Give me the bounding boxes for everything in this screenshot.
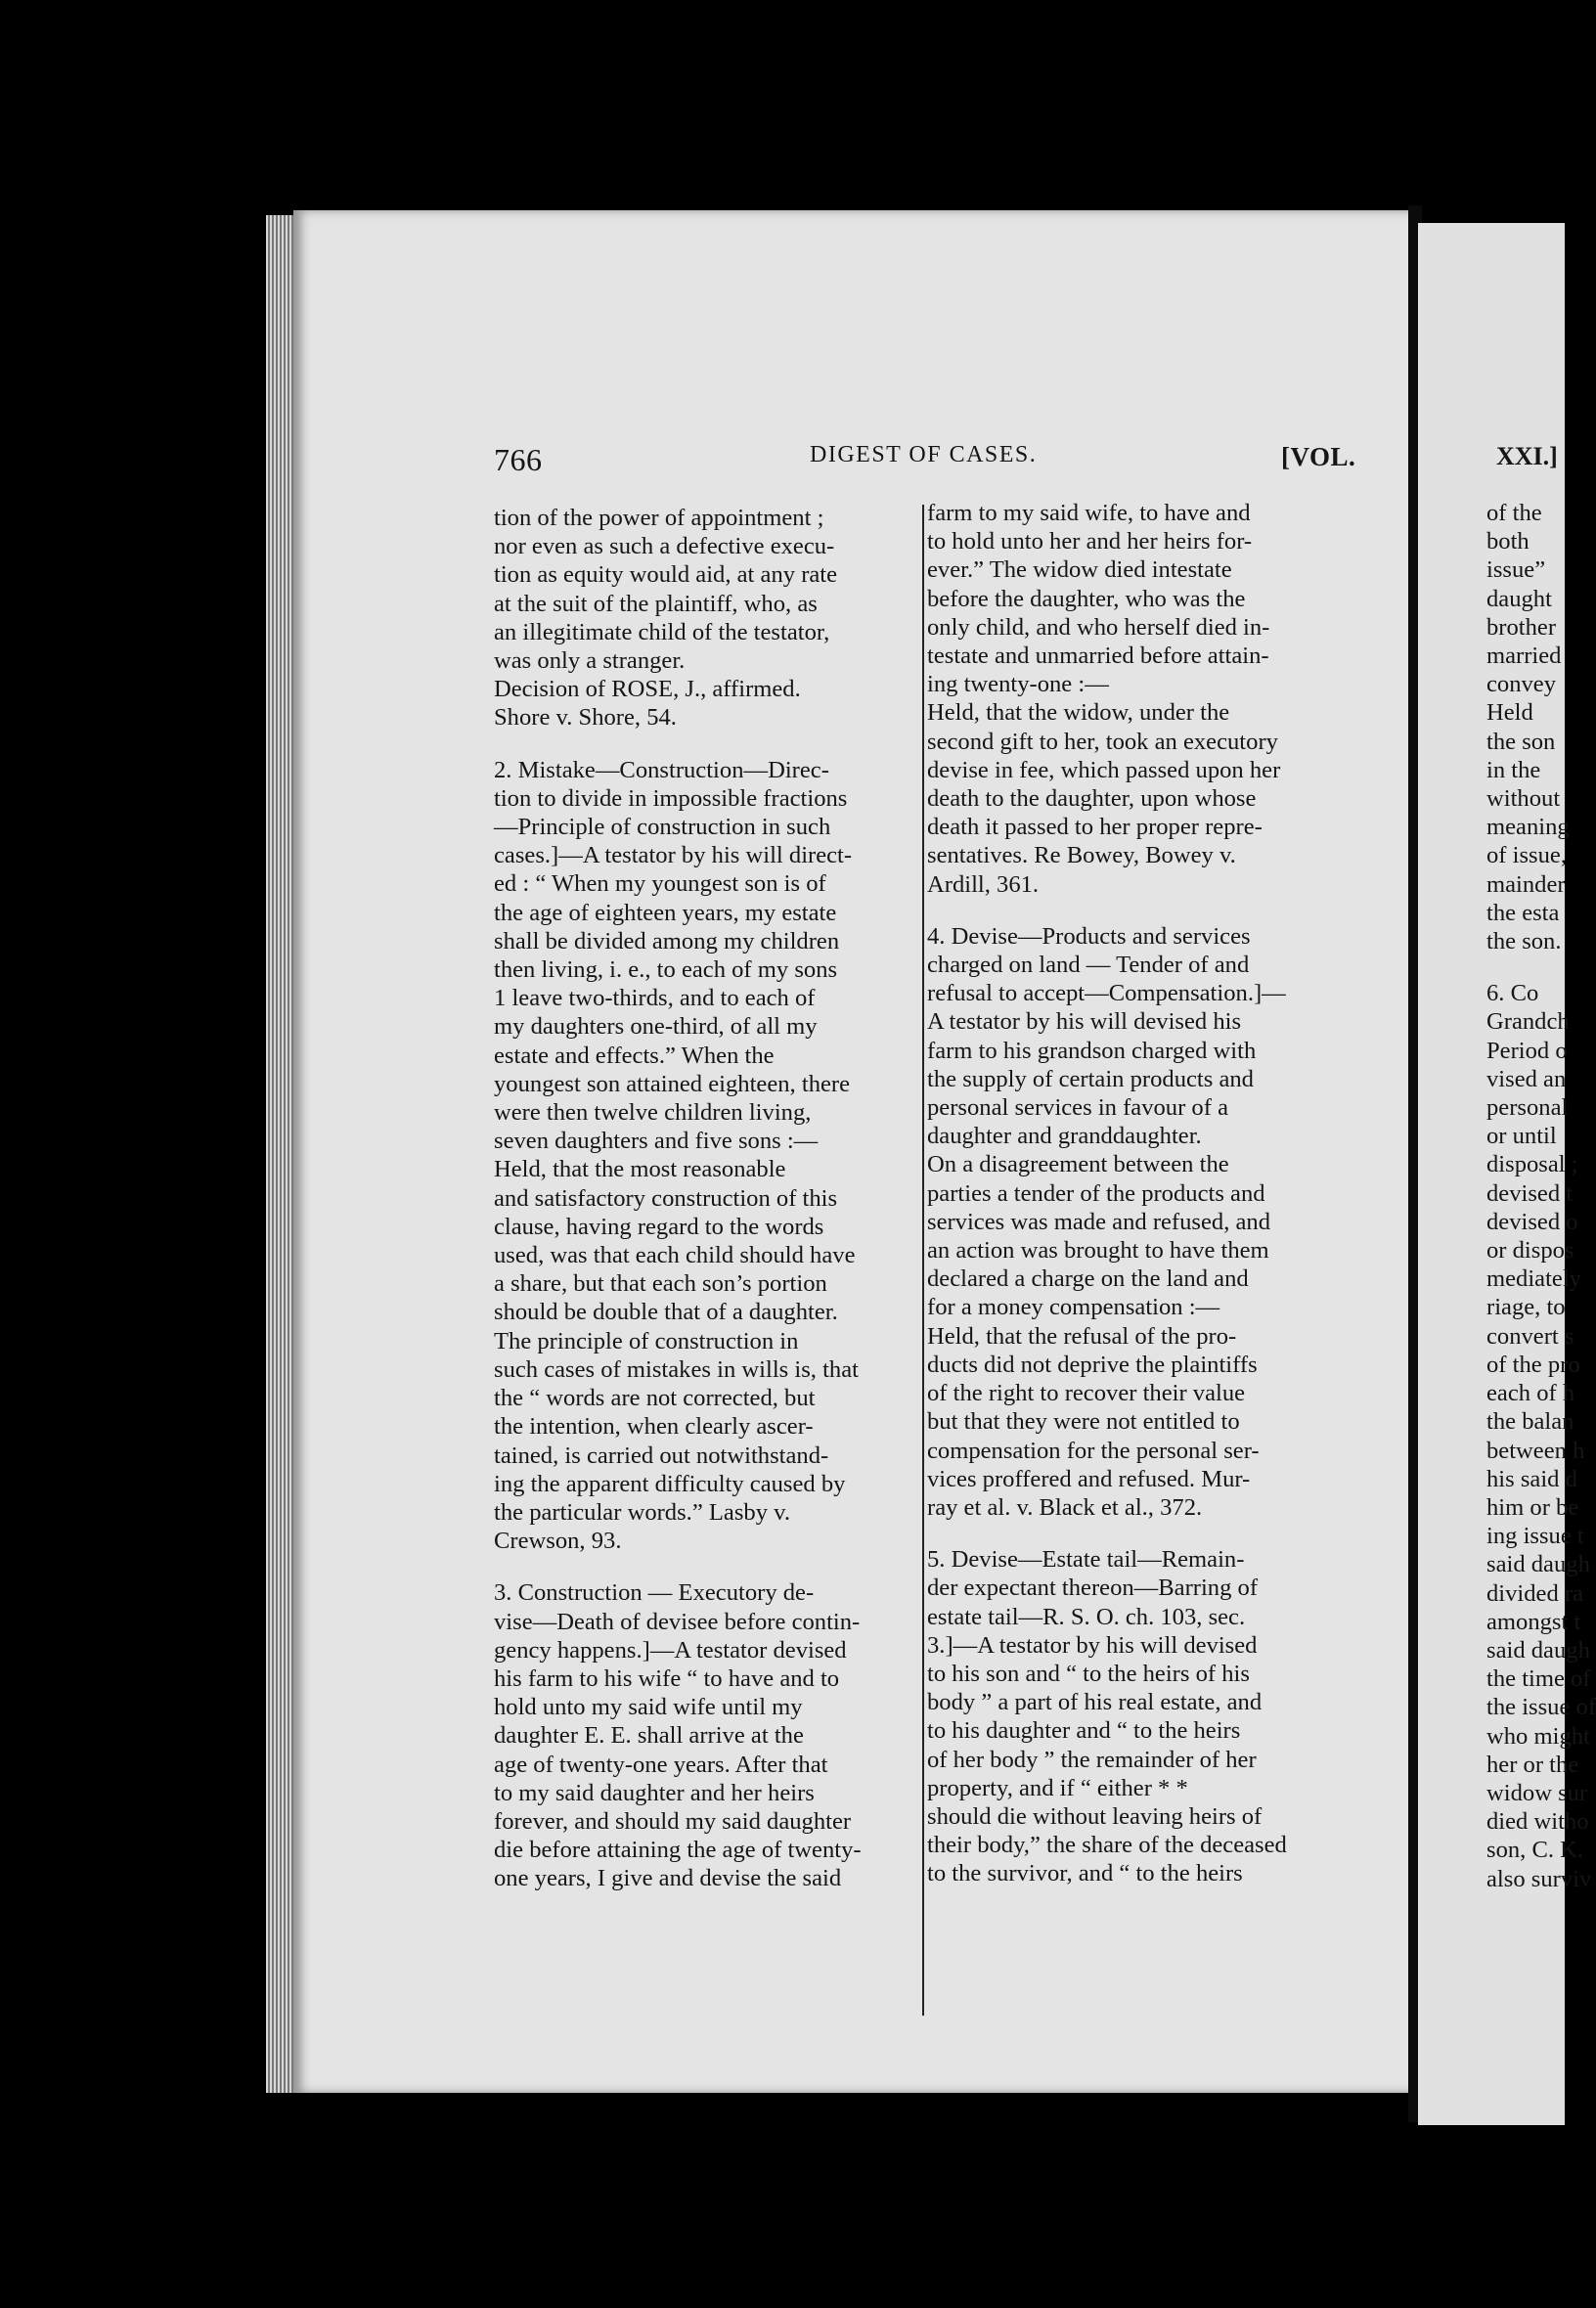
text-line: Ardill, 361. [927, 870, 1040, 898]
text-line: death to the daughter, upon whose [927, 785, 1257, 813]
text-line: On a disagreement between the [927, 1151, 1229, 1178]
text-line: only child, and who herself died in- [927, 613, 1270, 641]
text-line: were then twelve children living, [494, 1099, 812, 1127]
text-line: Crewson, 93. [494, 1528, 622, 1555]
text-line [494, 732, 924, 756]
text-line: their body,” the share of the deceased [927, 1832, 1287, 1859]
text-line: the issue of [1486, 1694, 1596, 1721]
text-line: nor even as such a defective execu- [494, 533, 835, 560]
text-line: shall be divided among my children [494, 927, 840, 954]
text-line: charged on land — Tender of and [927, 952, 1250, 979]
text-line: such cases of mistakes in wills is, that [494, 1355, 859, 1383]
text-line: die before attaining the age of twenty- [494, 1837, 862, 1864]
text-line: seven daughters and five sons :— [494, 1128, 819, 1155]
text-line: her or the [1486, 1751, 1579, 1778]
text-line: an action was brought to have them [927, 1237, 1269, 1265]
text-line: tion as equity would aid, at any rate [494, 561, 838, 589]
text-line: 3. Construction — Executory de- [494, 1579, 815, 1607]
text-line: The principle of construction in [494, 1327, 799, 1354]
text-line: the supply of certain products and [927, 1065, 1254, 1092]
text-line: the intention, when clearly ascer- [494, 1413, 814, 1441]
text-line: 4. Devise—Products and services [927, 922, 1251, 950]
text-line: of issue, [1486, 842, 1567, 869]
text-line: to hold unto her and her heirs for- [927, 528, 1253, 555]
text-line: and satisfactory construction of this [494, 1184, 838, 1212]
text-line: said daugh [1486, 1551, 1590, 1578]
text-line: a share, but that each son’s portion [494, 1270, 827, 1298]
text-line: ing issue t [1486, 1523, 1584, 1550]
facing-volume-marker: XXI.] [1496, 442, 1558, 470]
text-column-left [494, 504, 924, 1893]
text-line: or until [1486, 1123, 1557, 1150]
text-line: the time of [1486, 1665, 1591, 1693]
text-line: forever, and should my said daughter [494, 1807, 852, 1835]
text-line: personal [1486, 1094, 1569, 1122]
text-line: 5. Devise—Estate tail—Remain- [927, 1546, 1245, 1574]
facing-page-text [1486, 499, 1594, 1893]
text-line: in the [1486, 756, 1541, 783]
text-line: der expectant thereon—Barring of [927, 1575, 1259, 1602]
text-line: said daugh [1486, 1636, 1590, 1664]
text-line: issue” [1486, 556, 1546, 584]
text-line: one years, I give and devise the said [494, 1865, 842, 1892]
text-line: the age of eighteen years, my estate [494, 899, 837, 926]
text-line: convert s [1486, 1322, 1574, 1350]
text-line: to his son and “ to the heirs of his [927, 1660, 1250, 1687]
text-column-right [927, 499, 1359, 1888]
text-line: without [1486, 785, 1561, 813]
text-line: estate and effects.” When the [494, 1042, 775, 1069]
text-line: the particular words.” Lasby v. [494, 1498, 790, 1526]
text-line: his farm to his wife “ to have and to [494, 1664, 840, 1692]
text-line: ray et al. v. Black et al., 372. [927, 1493, 1203, 1521]
text-line: between h [1486, 1437, 1585, 1464]
text-line: him or be [1486, 1493, 1579, 1521]
text-line: of the right to recover their value [927, 1380, 1246, 1407]
text-line: used, was that each child should have [494, 1242, 856, 1269]
text-line: his said d [1486, 1465, 1577, 1492]
text-line: devised o [1486, 1208, 1578, 1235]
text-line: Held, that the refusal of the pro- [927, 1322, 1237, 1350]
text-line: age of twenty-one years. After that [494, 1751, 828, 1778]
text-line: devised t [1486, 1179, 1574, 1207]
text-line: should be double that of a daughter. [494, 1299, 838, 1326]
text-line: vise—Death of devisee before contin- [494, 1608, 861, 1635]
text-line: Grandch [1486, 1008, 1570, 1036]
text-line: who might [1486, 1722, 1590, 1750]
text-line: died witho [1486, 1808, 1589, 1836]
text-line: to his daughter and “ to the heirs [927, 1717, 1241, 1745]
text-line: at the suit of the plaintiff, who, as [494, 590, 818, 617]
text-line: farm to my said wife, to have and [927, 500, 1251, 526]
text-line: an illegitimate child of the testator, [494, 618, 830, 645]
text-line: tion to divide in impossible fractions [494, 784, 848, 812]
text-line: sentatives. Re Bowey, Bowey v. [927, 842, 1236, 869]
text-line: brother [1486, 613, 1557, 641]
text-line: then living, i. e., to each of my sons [494, 956, 838, 984]
page-number: 766 [494, 442, 543, 477]
text-line: 1 leave two-thirds, and to each of [494, 985, 816, 1012]
text-line: parties a tender of the products and [927, 1179, 1265, 1207]
text-line: 3.]—A testator by his will devised [927, 1631, 1258, 1659]
text-line: devise in fee, which passed upon her [927, 756, 1281, 783]
text-line: compensation for the personal ser- [927, 1437, 1260, 1464]
text-line: vised an [1486, 1065, 1567, 1092]
text-line: —Principle of construction in such [494, 814, 831, 841]
text-line: personal services in favour of a [927, 1094, 1228, 1122]
text-line: should die without leaving heirs of [927, 1802, 1263, 1830]
text-line: cases.]—A testator by his will direct- [494, 842, 853, 869]
text-line: for a money compensation :— [927, 1294, 1220, 1321]
text-line: daughter E. E. shall arrive at the [494, 1722, 804, 1750]
text-line: also surviv [1486, 1865, 1592, 1892]
text-line: Held, that the most reasonable [494, 1156, 786, 1183]
text-line: hold unto my said wife until my [494, 1694, 803, 1721]
text-line: death it passed to her proper repre- [927, 814, 1263, 841]
text-line: the esta [1486, 899, 1560, 926]
text-line [494, 1555, 924, 1578]
text-line [1486, 955, 1594, 979]
text-line: my daughters one-third, of all my [494, 1013, 818, 1041]
text-line: ed : “ When my youngest son is of [494, 870, 826, 898]
text-line: the son [1486, 728, 1556, 755]
text-line: ever.” The widow died intestate [927, 556, 1232, 584]
text-line: divided ra [1486, 1579, 1584, 1607]
volume-marker: [VOL. [1281, 442, 1356, 471]
text-line: convey [1486, 671, 1557, 698]
text-line: Shore v. Shore, 54. [494, 704, 677, 732]
text-line: riage, to [1486, 1294, 1566, 1321]
text-line: daughter and granddaughter. [927, 1123, 1202, 1150]
text-line: of her body ” the remainder of her [927, 1746, 1257, 1773]
text-line: each of h [1486, 1380, 1575, 1407]
text-line: meaning [1486, 814, 1570, 841]
text-line: of the [1486, 500, 1542, 526]
text-line [927, 1522, 1359, 1545]
text-line: son, C. K. [1486, 1837, 1584, 1864]
text-line: the “ words are not corrected, but [494, 1385, 816, 1412]
text-line: refusal to accept—Compensation.]— [927, 980, 1286, 1007]
text-line: ing twenty-one :— [927, 671, 1109, 698]
text-line: youngest son attained eighteen, there [494, 1070, 851, 1097]
text-line: gency happens.]—A testator devised [494, 1636, 847, 1664]
running-title: DIGEST OF CASES. [810, 442, 1038, 467]
text-line: to my said daughter and her heirs [494, 1779, 815, 1806]
text-line: estate tail—R. S. O. ch. 103, sec. [927, 1603, 1246, 1630]
text-line: tion of the power of appointment ; [494, 505, 824, 531]
text-line: 6. Co [1486, 980, 1539, 1007]
text-line: farm to his grandson charged with [927, 1037, 1257, 1064]
text-line: widow sur [1486, 1779, 1588, 1806]
text-line: clause, having regard to the words [494, 1213, 824, 1240]
text-line: tained, is carried out notwithstand- [494, 1442, 829, 1469]
text-line: to the survivor, and “ to the heirs [927, 1860, 1243, 1887]
text-line: body ” a part of his real estate, and [927, 1689, 1263, 1716]
text-line: before the daughter, who was the [927, 585, 1246, 612]
page-stack-edges [266, 215, 293, 2093]
text-line: ing the apparent difficulty caused by [494, 1470, 846, 1497]
text-line: ducts did not deprive the plaintiffs [927, 1351, 1258, 1378]
text-line: second gift to her, took an executory [927, 728, 1278, 755]
text-line: daught [1486, 585, 1552, 612]
text-line: declared a charge on the land and [927, 1265, 1249, 1293]
text-line: both [1486, 528, 1530, 555]
text-line: married [1486, 643, 1562, 670]
text-line: mainder [1486, 870, 1566, 898]
text-line: Held [1486, 699, 1533, 727]
text-line: services was made and refused, and [927, 1208, 1271, 1235]
text-line: testate and unmarried before attain- [927, 643, 1269, 670]
text-line [927, 899, 1359, 922]
text-line: was only a stranger. [494, 647, 686, 675]
text-line: Period o [1486, 1037, 1568, 1064]
text-line: or dispos [1486, 1237, 1574, 1265]
text-line: the son. [1486, 928, 1562, 955]
text-line: amongst t [1486, 1608, 1581, 1635]
text-line: 2. Mistake—Construction—Direc- [494, 756, 829, 783]
text-line: vices proffered and refused. Mur- [927, 1465, 1251, 1492]
text-line: of the pro [1486, 1351, 1580, 1378]
text-line: Held, that the widow, under the [927, 699, 1230, 727]
text-line: the balan [1486, 1408, 1574, 1436]
text-line: A testator by his will devised his [927, 1008, 1242, 1036]
text-line: mediately [1486, 1265, 1581, 1293]
text-line: disposal ; [1486, 1151, 1578, 1178]
text-line: but that they were not entitled to [927, 1408, 1240, 1436]
text-line: property, and if “ either * * [927, 1774, 1188, 1801]
text-line: Decision of ROSE, J., affirmed. [494, 676, 801, 703]
